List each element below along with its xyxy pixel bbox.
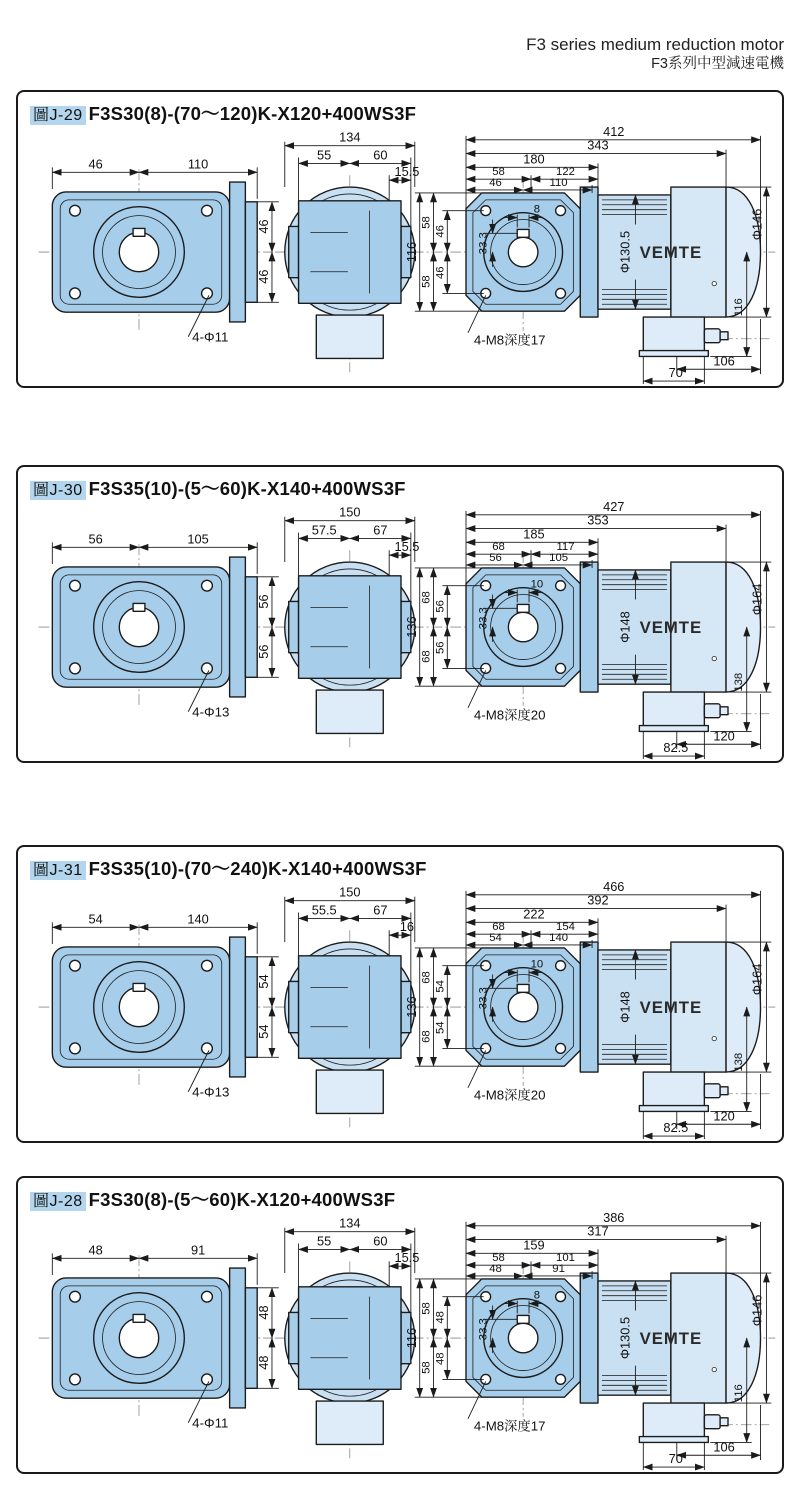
dim-label: 427: [603, 499, 625, 514]
front-view: [39, 156, 279, 344]
dim-label: 138: [732, 1052, 745, 1072]
dim-label: 67: [373, 902, 388, 918]
dim-label: 353: [587, 512, 609, 528]
dim-label: 91: [190, 1242, 206, 1258]
dim-label: 57.5: [311, 522, 337, 538]
body-bolt: [712, 656, 716, 660]
dim-label: 68: [420, 591, 433, 604]
dim-label: 55: [317, 147, 332, 163]
dim-label: 317: [587, 1223, 609, 1239]
side-view: [275, 130, 425, 372]
dim-label: 48: [256, 1305, 272, 1320]
dim-label: 140: [549, 932, 569, 945]
bolt-callout-label: 4-Φ11: [192, 329, 229, 345]
motor-flange: [580, 562, 598, 692]
cable-gland-tip: [720, 332, 728, 340]
side-tab-left: [289, 981, 299, 1032]
output-cover: [316, 315, 383, 358]
tap-callout-label: 4-M8深度20: [473, 707, 546, 723]
dim-label: 55.5: [311, 902, 337, 918]
bolt-hole: [202, 1043, 213, 1054]
dim-label: 54: [434, 980, 447, 993]
dim-label: 159: [523, 1237, 545, 1253]
bolt-hole: [70, 663, 81, 674]
fan-diameter-label: Φ146: [749, 208, 765, 241]
page-title-english: F3 series medium reduction motor: [526, 35, 784, 54]
bolt-hole: [556, 961, 566, 971]
dim-label: 56: [489, 552, 502, 565]
dim-label: 48: [489, 1263, 502, 1276]
figure-model-title: F3S35(10)-(70～240)K-X140+400WS3F: [88, 858, 427, 879]
bolt-hole: [556, 1374, 566, 1384]
terminal-box: [643, 1403, 704, 1440]
dim-label: 8: [533, 203, 541, 216]
assembly-view: [404, 124, 776, 384]
dim-label: 48: [88, 1242, 103, 1258]
dim-label: 110: [549, 177, 568, 190]
side-tab-left: [289, 226, 299, 277]
bolt-callout-label: 4-Φ11: [192, 1415, 229, 1431]
dim-label: 58: [420, 1302, 433, 1315]
bolt-callout-label: 4-Φ13: [192, 1084, 230, 1100]
dim-label: 138: [732, 672, 745, 692]
dim-label: 106: [713, 1439, 735, 1455]
dim-label: 150: [339, 504, 361, 520]
bolt-hole: [70, 960, 81, 971]
assembly-view: [404, 1210, 776, 1470]
dim-label: 8: [533, 1289, 541, 1302]
bolt-hole: [70, 205, 81, 216]
dim-label: 82.5: [663, 740, 689, 756]
fan-cover-dome: [726, 1273, 760, 1403]
cable-gland-tip: [720, 1418, 728, 1426]
terminal-box: [643, 1072, 704, 1109]
panel-title: [30, 475, 406, 501]
output-bore: [119, 1318, 158, 1357]
drawing-panel: [16, 1176, 784, 1474]
output-bore: [119, 607, 158, 646]
dim-label: 116: [732, 1384, 745, 1403]
dim-label: 58: [492, 1252, 505, 1265]
dim-label: 33.3: [477, 1318, 490, 1341]
bolt-hole: [70, 580, 81, 591]
dim-label: 116: [732, 298, 745, 317]
front-flange-bar: [230, 182, 246, 322]
dim-label: 412: [603, 124, 625, 139]
keyway: [517, 1315, 529, 1323]
dim-label: 136: [403, 996, 419, 1018]
drawing-panel: [16, 90, 784, 388]
dim-label: 15.5: [394, 164, 420, 180]
dim-label: 56: [434, 641, 447, 655]
front-flange-bar: [230, 937, 246, 1077]
fan-diameter-label: Φ164: [749, 963, 765, 996]
front-view: [39, 1242, 279, 1430]
dim-label: 68: [420, 1030, 433, 1043]
cable-gland: [704, 1084, 720, 1098]
motor-flange: [580, 1273, 598, 1403]
dim-label: 343: [587, 137, 609, 153]
gearbox-side-body: [299, 576, 401, 678]
dim-label: 54: [256, 974, 272, 989]
figure-model-title: F3S35(10)-(5～60)K-X140+400WS3F: [88, 478, 406, 499]
assembly-view: [404, 499, 776, 759]
bolt-hole: [556, 288, 566, 298]
tap-callout-label: 4-M8深度17: [473, 1418, 546, 1434]
dim-label: 136: [403, 616, 419, 638]
dim-label: 56: [256, 644, 272, 659]
figure-model-title: F3S30(8)-(70～120)K-X120+400WS3F: [88, 103, 417, 124]
dim-label: 60: [373, 1233, 388, 1249]
front-flange-step: [245, 957, 257, 1057]
dim-label: 58: [420, 216, 433, 229]
dim-label: 68: [492, 921, 505, 934]
dim-label: 55: [317, 1233, 332, 1249]
bolt-hole: [202, 1374, 213, 1385]
terminal-box: [643, 692, 704, 729]
output-bore: [119, 232, 158, 271]
page-title-chinese: F3系列中型減速電機: [651, 56, 784, 73]
motor-diameter-label: Φ130.5: [617, 230, 633, 274]
bolt-callout-label: 4-Φ13: [192, 704, 230, 720]
output-cover: [316, 1401, 383, 1444]
dim-label: 116: [403, 241, 419, 263]
dim-label: 117: [556, 541, 575, 554]
gearbox-side-body: [299, 1287, 401, 1389]
dim-label: 10: [530, 578, 544, 591]
keyway: [517, 984, 529, 992]
brand-label: VEMTE: [639, 617, 703, 637]
technical-drawing-svg: [19, 879, 783, 1141]
dim-label: 60: [373, 147, 388, 163]
dim-label: 392: [587, 892, 609, 908]
output-bore: [508, 612, 538, 642]
gearbox-side-body: [299, 956, 401, 1058]
front-flange-step: [245, 1288, 257, 1388]
assembly-view: [404, 879, 776, 1139]
dim-label: 54: [434, 1021, 447, 1035]
bolt-hole: [202, 580, 213, 591]
brand-label: VEMTE: [639, 242, 703, 262]
dim-label: 140: [187, 911, 209, 927]
terminal-box-flange: [639, 351, 708, 357]
bolt-hole: [556, 206, 566, 216]
drawing-panel: [16, 465, 784, 763]
keyway: [133, 603, 145, 611]
panel-title: [30, 1186, 395, 1212]
output-bore: [508, 237, 538, 267]
dim-label: 48: [256, 1355, 272, 1370]
dim-label: 54: [489, 932, 502, 945]
dim-label: 180: [523, 151, 545, 167]
figure-tag: 圖J-29: [30, 106, 86, 125]
bolt-hole: [202, 960, 213, 971]
technical-drawing-svg: [19, 124, 783, 386]
dim-label: 466: [603, 879, 625, 894]
dim-label: 70: [668, 365, 683, 381]
terminal-box: [643, 317, 704, 354]
side-view: [275, 1216, 425, 1458]
side-tab-left: [289, 601, 299, 652]
front-flange-step: [245, 577, 257, 677]
drawing-panel: [16, 845, 784, 1143]
dim-label: 15.5: [394, 1250, 420, 1266]
front-flange-step: [245, 202, 257, 302]
output-cover: [316, 690, 383, 733]
motor-flange: [580, 187, 598, 317]
dim-label: 48: [434, 1311, 447, 1324]
dim-label: 46: [434, 266, 447, 280]
figure-tag: 圖J-30: [30, 481, 86, 500]
dim-label: 58: [420, 275, 433, 288]
terminal-box-flange: [639, 1106, 708, 1112]
dim-label: 154: [556, 921, 575, 934]
body-bolt: [712, 1367, 716, 1371]
fan-diameter-label: Φ164: [749, 583, 765, 616]
dim-label: 134: [339, 1215, 361, 1231]
dim-label: 122: [556, 166, 575, 179]
motor-flange: [580, 942, 598, 1072]
bolt-hole: [202, 205, 213, 216]
front-flange-bar: [230, 557, 246, 697]
front-view: [39, 531, 279, 719]
dim-label: 46: [434, 225, 447, 238]
fan-cover-dome: [726, 187, 760, 317]
cable-gland-tip: [720, 1087, 728, 1095]
keyway: [517, 604, 529, 612]
dim-label: 48: [434, 1352, 447, 1366]
dim-label: 185: [523, 526, 545, 542]
keyway: [517, 229, 529, 237]
dim-label: 105: [549, 552, 569, 565]
bolt-hole: [202, 663, 213, 674]
brand-label: VEMTE: [639, 997, 703, 1017]
terminal-box-flange: [639, 726, 708, 732]
dim-label: 68: [420, 971, 433, 984]
dim-label: 70: [668, 1451, 683, 1467]
side-view: [275, 505, 425, 747]
dim-label: 386: [603, 1210, 625, 1225]
figure-tag: 圖J-31: [30, 861, 86, 880]
dim-label: 150: [339, 884, 361, 900]
bolt-hole: [70, 1291, 81, 1302]
terminal-box-flange: [639, 1437, 708, 1443]
dim-label: 46: [88, 156, 103, 172]
dim-label: 16: [399, 919, 415, 935]
side-view: [275, 885, 425, 1127]
output-cover: [316, 1070, 383, 1113]
bolt-hole: [202, 1291, 213, 1302]
dim-label: 120: [713, 1108, 735, 1124]
dim-label: 56: [256, 594, 272, 609]
dim-label: 106: [713, 353, 735, 369]
dim-label: 67: [373, 522, 388, 538]
dim-label: 54: [88, 911, 103, 927]
side-tab-left: [289, 1312, 299, 1363]
bolt-hole: [70, 288, 81, 299]
output-bore: [508, 992, 538, 1022]
dim-label: 105: [187, 531, 209, 547]
output-bore: [508, 1323, 538, 1353]
cable-gland: [704, 329, 720, 343]
dim-label: 46: [489, 177, 502, 190]
output-bore: [119, 987, 158, 1026]
dim-label: 110: [187, 156, 209, 172]
dim-label: 54: [256, 1024, 272, 1039]
motor-diameter-label: Φ148: [617, 991, 633, 1023]
bolt-hole: [70, 1043, 81, 1054]
dim-label: 46: [256, 269, 272, 284]
cable-gland: [704, 1415, 720, 1429]
motor-diameter-label: Φ130.5: [617, 1316, 633, 1360]
dim-label: 33.3: [477, 232, 490, 255]
dim-label: 58: [492, 166, 505, 179]
cable-gland-tip: [720, 707, 728, 715]
figure-tag: 圖J-28: [30, 1192, 86, 1211]
bolt-hole: [70, 1374, 81, 1385]
dim-label: 33.3: [477, 607, 490, 630]
front-flange-bar: [230, 1268, 246, 1408]
body-bolt: [712, 1036, 716, 1040]
dim-label: 91: [552, 1263, 565, 1276]
figure-model-title: F3S30(8)-(5～60)K-X120+400WS3F: [88, 1189, 396, 1210]
dim-label: 10: [530, 958, 544, 971]
dim-label: 134: [339, 129, 361, 145]
dim-label: 33.3: [477, 987, 490, 1010]
fan-cover-dome: [726, 942, 760, 1072]
bolt-hole: [556, 663, 566, 673]
bolt-hole: [556, 1292, 566, 1302]
dim-label: 82.5: [663, 1120, 689, 1136]
bolt-hole: [202, 288, 213, 299]
dim-label: 68: [492, 541, 505, 554]
cable-gland: [704, 704, 720, 718]
keyway: [133, 1314, 145, 1322]
dim-label: 58: [420, 1361, 433, 1374]
dim-label: 116: [403, 1327, 419, 1349]
panel-title: [30, 855, 427, 881]
keyway: [133, 983, 145, 991]
dim-label: 46: [256, 219, 272, 234]
body-bolt: [712, 281, 716, 285]
dim-label: 120: [713, 728, 735, 744]
dim-label: 68: [420, 650, 433, 663]
technical-drawing-svg: [19, 1210, 783, 1472]
dim-label: 101: [556, 1252, 575, 1265]
dim-label: 222: [523, 906, 545, 922]
bolt-hole: [556, 581, 566, 591]
bolt-hole: [556, 1043, 566, 1053]
technical-drawing-svg: [19, 499, 783, 761]
panel-title: [30, 100, 416, 126]
dim-label: 56: [88, 531, 103, 547]
motor-diameter-label: Φ148: [617, 611, 633, 643]
dim-label: 15.5: [394, 539, 420, 555]
tap-callout-label: 4-M8深度20: [473, 1087, 546, 1103]
fan-cover-dome: [726, 562, 760, 692]
dim-label: 56: [434, 600, 447, 613]
fan-diameter-label: Φ146: [749, 1294, 765, 1327]
front-view: [39, 911, 279, 1099]
brand-label: VEMTE: [639, 1328, 703, 1348]
gearbox-side-body: [299, 201, 401, 303]
tap-callout-label: 4-M8深度17: [473, 332, 546, 348]
keyway: [133, 228, 145, 236]
